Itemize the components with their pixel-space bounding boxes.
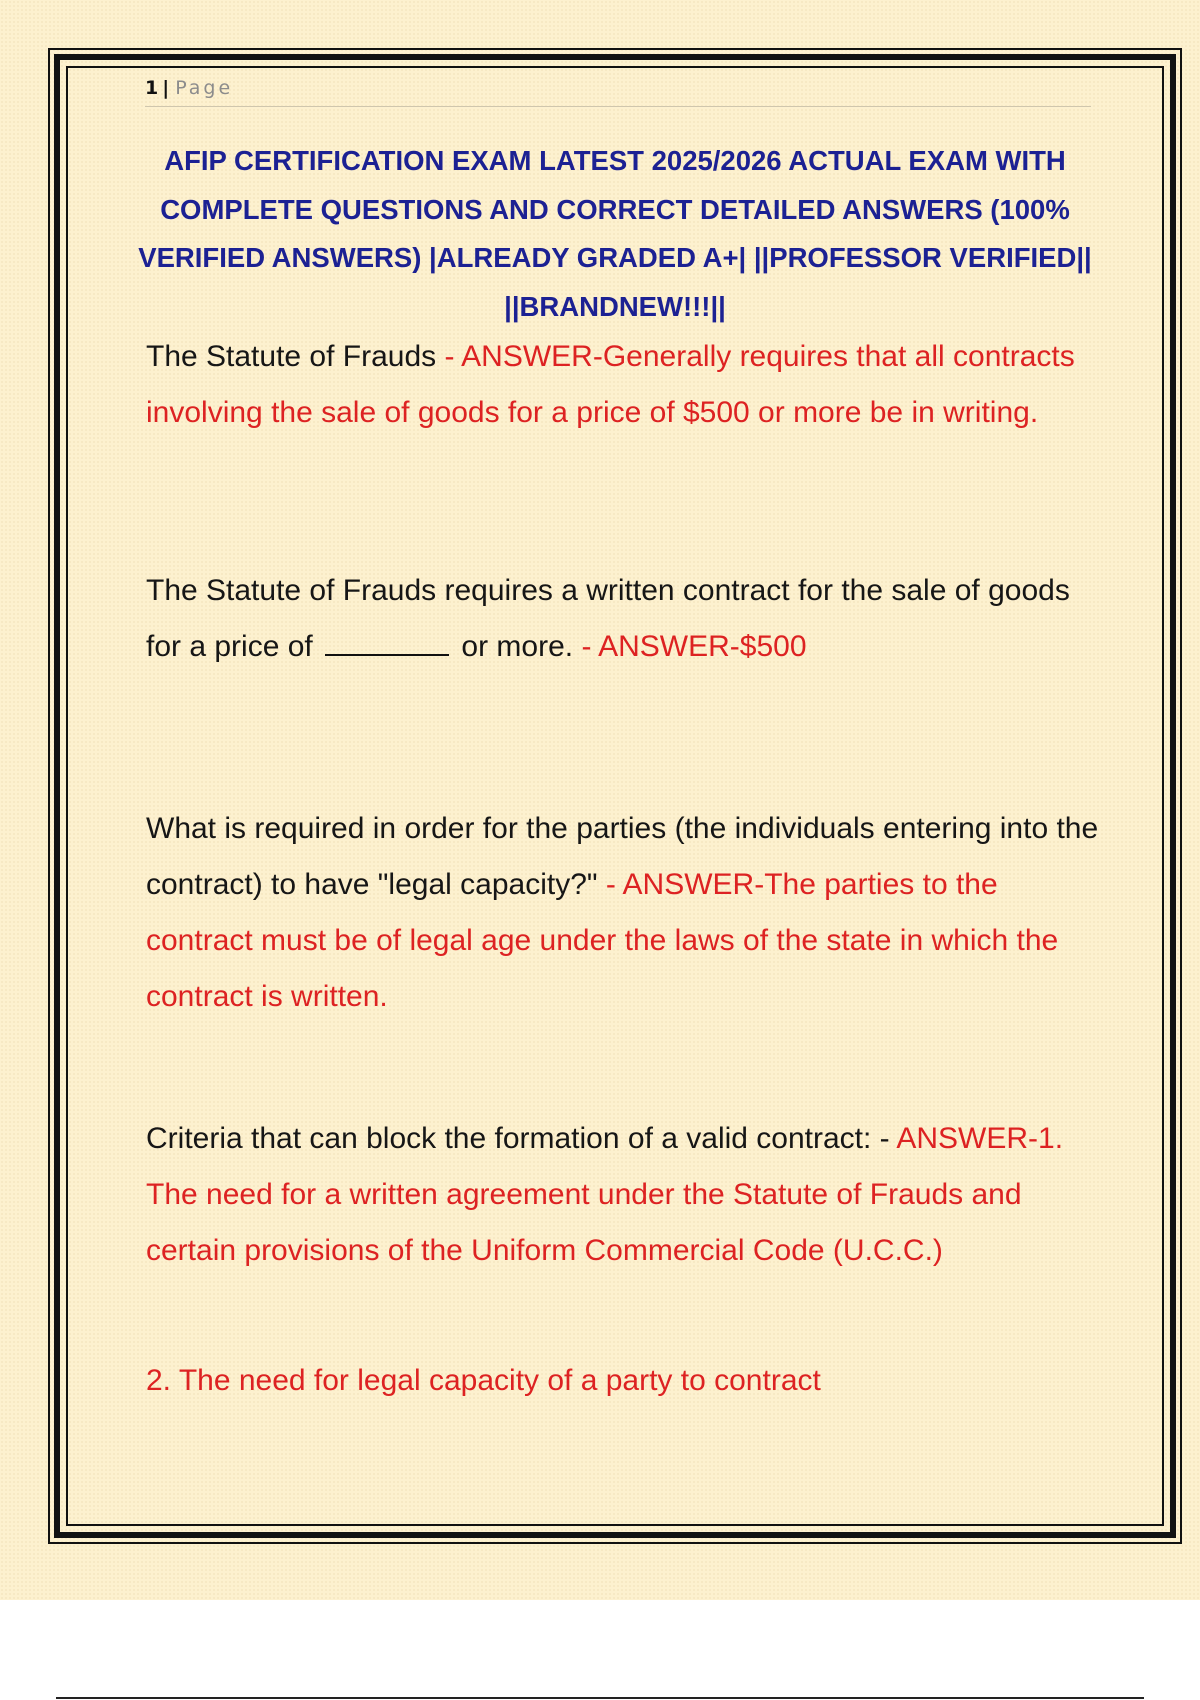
page-number-separator: | (162, 77, 170, 99)
answer-list-item-2: 2. The need for legal capacity of a party to contract (146, 1364, 821, 1397)
answer-text: ANSWER-1. The need for a written agreement under the Statute of Frauds and certain provisions of the Uniform Commercial Code (U.C.C.) (146, 1122, 1064, 1267)
qa-item-2 (146, 563, 1106, 675)
question-text: The Statute of Frauds (146, 340, 445, 373)
page-header (145, 74, 1091, 107)
next-page-rule (56, 1697, 1144, 1699)
qa-item-1 (146, 329, 1106, 441)
page-number: 1 (145, 77, 159, 99)
question-text: What is required in order for the parties (the individuals entering into the contract) to have "legal capacity?" (146, 812, 1099, 901)
question-text: The Statute of Frauds requires a written contract for the sale of goods for a price of (146, 574, 1070, 663)
answer-text: - ANSWER-The parties to the contract must be of legal age under the laws of the state in which the contract is written. (146, 868, 1059, 1013)
document-title: AFIP CERTIFICATION EXAM LATEST 2025/2026 ACTUAL EXAM WITH COMPLETE QUESTIONS AND CORRECT DETAILED ANSWERS (100% VERIFIED ANSWERS) |ALREADY GRADED A+| ||PROFESSOR VERIFIED|| ||BRANDNEW!!!|| (138, 145, 1092, 322)
fill-in-blank (325, 628, 449, 656)
qa-item-3 (146, 801, 1106, 1025)
answer-text: - ANSWER-Generally requires that all contracts involving the sale of goods for a price of $500 or more be in writing. (146, 340, 1075, 429)
answer-text: - ANSWER-$500 (581, 630, 807, 663)
question-text: Criteria that can block the formation of a valid contract: - (146, 1122, 897, 1155)
page-label: Page (175, 77, 234, 99)
question-text-continued: or more. (453, 630, 582, 663)
qa-item-4 (146, 1111, 1106, 1279)
